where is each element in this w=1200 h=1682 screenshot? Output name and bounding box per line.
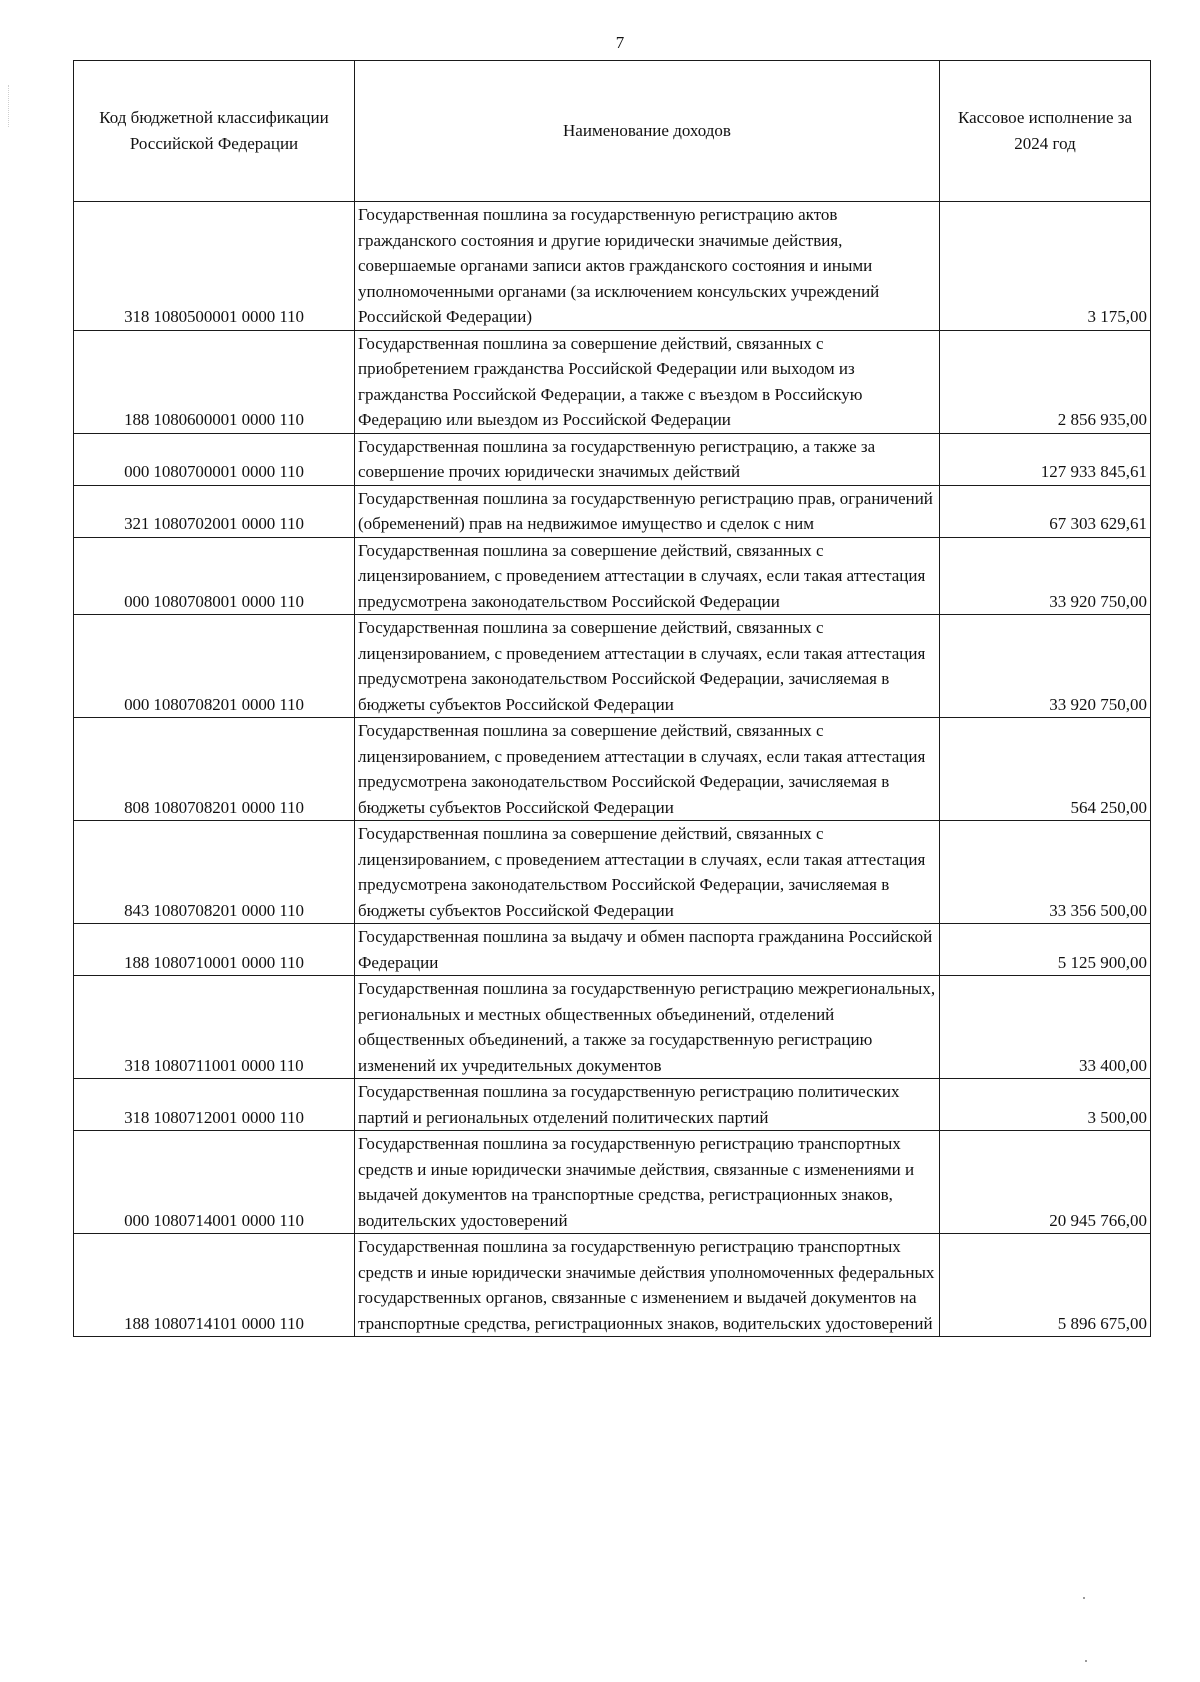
budget-code-cell: 188 1080710001 0000 110: [74, 924, 355, 976]
amount-cell: 33 920 750,00: [940, 615, 1151, 718]
column-header-code: Код бюджетной классификации Российской Федерации: [74, 61, 355, 202]
amount-cell: 3 500,00: [940, 1079, 1151, 1131]
amount-cell: 3 175,00: [940, 202, 1151, 331]
table-row: [74, 537, 1151, 615]
amount-cell: 33 356 500,00: [940, 821, 1151, 924]
budget-code-cell: 843 1080708201 0000 110: [74, 821, 355, 924]
amount-cell: 20 945 766,00: [940, 1131, 1151, 1234]
budget-code-cell: 000 1080708001 0000 110: [74, 537, 355, 615]
amount-cell: 127 933 845,61: [940, 433, 1151, 485]
revenue-table: [73, 60, 1151, 1337]
scan-artifact: [8, 85, 12, 127]
amount-cell: 564 250,00: [940, 718, 1151, 821]
amount-cell: 33 920 750,00: [940, 537, 1151, 615]
amount-cell: 2 856 935,00: [940, 330, 1151, 433]
revenue-name-cell: Государственная пошлина за совершение действий, связанных с лицензированием, с проведением аттестации в случаях, если такая аттестация предусмотрена законодательством Российской Федерации, зачисляемая в бюджеты субъектов Российской Федерации: [355, 821, 940, 924]
revenue-name-cell: Государственная пошлина за государственную регистрацию актов гражданского состояния и другие юридически значимые действия, совершаемые органами записи актов гражданского состояния и иными уполномоченными органами (за исключением консульских учреждений Российской Федерации): [355, 202, 940, 331]
revenue-name-cell: Государственная пошлина за государственную регистрацию, а также за совершение прочих юридически значимых действий: [355, 433, 940, 485]
revenue-name-cell: Государственная пошлина за государственную регистрацию политических партий и региональных отделений политических партий: [355, 1079, 940, 1131]
table-row: [74, 330, 1151, 433]
table-row: [74, 924, 1151, 976]
table-body: [74, 202, 1151, 1337]
budget-code-cell: 000 1080714001 0000 110: [74, 1131, 355, 1234]
table-row: [74, 718, 1151, 821]
table-row: [74, 976, 1151, 1079]
revenue-name-cell: Государственная пошлина за государственную регистрацию межрегиональных, региональных и местных общественных объединений, отделений общественных объединений, а также за государственную регистрацию изменений их учредительных документов: [355, 976, 940, 1079]
budget-code-cell: 318 1080712001 0000 110: [74, 1079, 355, 1131]
revenue-name-cell: Государственная пошлина за государственную регистрацию транспортных средств и иные юридически значимые действия, связанные с изменениями и выдачей документов на транспортные средства, регистрационных знаков, водительских удостоверений: [355, 1131, 940, 1234]
table-row: [74, 1131, 1151, 1234]
amount-cell: 5 896 675,00: [940, 1234, 1151, 1337]
column-header-amount: Кассовое исполнение за 2024 год: [940, 61, 1151, 202]
budget-code-cell: 000 1080700001 0000 110: [74, 433, 355, 485]
revenue-name-cell: Государственная пошлина за совершение действий, связанных с лицензированием, с проведением аттестации в случаях, если такая аттестация предусмотрена законодательством Российской Федерации: [355, 537, 940, 615]
scan-artifact: [1085, 1660, 1087, 1662]
amount-cell: 67 303 629,61: [940, 485, 1151, 537]
budget-code-cell: 188 1080600001 0000 110: [74, 330, 355, 433]
table-header: [74, 61, 1151, 202]
table-row: [74, 1234, 1151, 1337]
revenue-name-cell: Государственная пошлина за государственную регистрацию прав, ограничений (обременений) прав на недвижимое имущество и сделок с ним: [355, 485, 940, 537]
budget-code-cell: 000 1080708201 0000 110: [74, 615, 355, 718]
budget-code-cell: 808 1080708201 0000 110: [74, 718, 355, 821]
table-row: [74, 615, 1151, 718]
revenue-name-cell: Государственная пошлина за совершение действий, связанных с лицензированием, с проведением аттестации в случаях, если такая аттестация предусмотрена законодательством Российской Федерации, зачисляемая в бюджеты субъектов Российской Федерации: [355, 718, 940, 821]
table-row: [74, 433, 1151, 485]
budget-code-cell: 321 1080702001 0000 110: [74, 485, 355, 537]
header-row: [74, 61, 1151, 202]
revenue-name-cell: Государственная пошлина за совершение действий, связанных с лицензированием, с проведением аттестации в случаях, если такая аттестация предусмотрена законодательством Российской Федерации, зачисляемая в бюджеты субъектов Российской Федерации: [355, 615, 940, 718]
amount-cell: 33 400,00: [940, 976, 1151, 1079]
page-number: 7: [615, 33, 625, 52]
budget-code-cell: 188 1080714101 0000 110: [74, 1234, 355, 1337]
column-header-name: Наименование доходов: [355, 61, 940, 202]
budget-code-cell: 318 1080500001 0000 110: [74, 202, 355, 331]
revenue-name-cell: Государственная пошлина за выдачу и обмен паспорта гражданина Российской Федерации: [355, 924, 940, 976]
table-row: [74, 1079, 1151, 1131]
table-row: [74, 202, 1151, 331]
scan-artifact: [1083, 1597, 1085, 1599]
table-row: [74, 485, 1151, 537]
amount-cell: 5 125 900,00: [940, 924, 1151, 976]
revenue-name-cell: Государственная пошлина за государственную регистрацию транспортных средств и иные юридически значимые действия уполномоченных федеральных государственных органов, связанные с изменением и выдачей документов на транспортные средства, регистрационных знаков, водительских удостоверений: [355, 1234, 940, 1337]
table-row: [74, 821, 1151, 924]
revenue-name-cell: Государственная пошлина за совершение действий, связанных с приобретением гражданства Российской Федерации или выходом из гражданства Российской Федерации, а также с въездом в Российскую Федерацию или выездом из Российской Федерации: [355, 330, 940, 433]
budget-code-cell: 318 1080711001 0000 110: [74, 976, 355, 1079]
